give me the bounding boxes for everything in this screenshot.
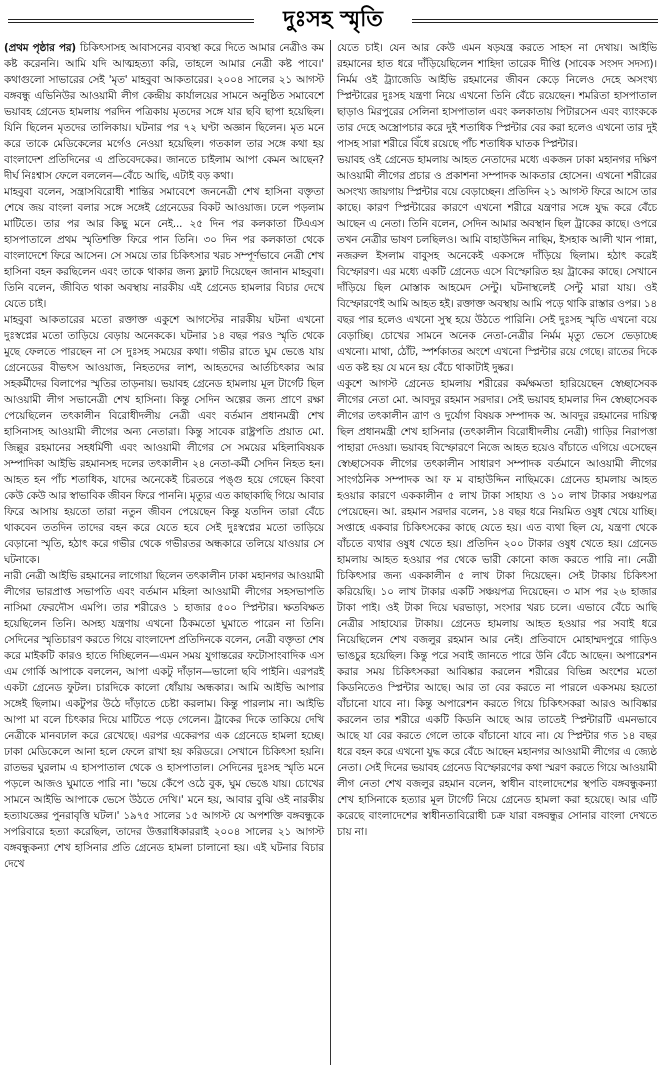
paragraph — [4, 40, 324, 184]
column-divider — [330, 40, 331, 1065]
paragraph: মাহবুবা বলেন, সন্ত্রাসবিরোধী শান্তির সমাবেশে জননেত্রী শেখ হাসিনা বক্তৃতা শেষে জয় বাংলা বলার সঙ্গে সঙ্গেই গ্রেনেডের বিকট আওয়াজ। ঢলে পড়লাম মাটিতে। তার পর আর কিছু মনে নেই... ২৫ দিন পর কলকাতা টিএএস হাসপাতালে প্রথম স্মৃতিশক্তি ফিরে পান তিনি। ৩০ দিন পর কলকাতা থেকে বাংলাদেশে ফিরে আসেন। সে সময়ে তার চিকিৎসার খরচ সম্পূর্ণভাবে নেত্রী শেখ হাসিনা বহন করছিলেন এবং তাকে থাকার জন্য ফ্ল্যাট দিয়েছেন জানান মাহবুবা। তিনি বলেন, জীবিত থাকা অবস্থায় নারকীয় এই গ্রেনেড হামলার বিচার দেখে যেতে চাই। — [4, 186, 324, 310]
header-rule-right — [412, 19, 658, 23]
continuation-tag: (প্রথম পৃষ্ঠার পর) — [4, 42, 77, 54]
paragraph: ভয়াবহ ওই গ্রেনেড হামলায় আহত নেতাদের মধ্যে একজন ঢাকা মহানগর দক্ষিণ আওয়ামী লীগের প্রচার ও প্রকাশনা সম্পাদক আকতার হোসেন। এখনো শরীরের অসংখ্য জায়গায় স্প্লিন্টার বয়ে বেড়াচ্ছেন। প্রতিদিন ২১ আগস্ট ফিরে আসে তার কাছে। কারণ স্প্লিন্টারের কারণে এখনো শরীরে যন্ত্রণার সঙ্গে যুদ্ধ করে বেঁচে আছেন এ নেতা। তিনি বলেন, সেদিন আমার অবস্থান ছিল ট্রাকের কাছে। ওপরে তখন নেত্রীর ভাষণ চলছিলও। আমি বাহাউদ্দিন নাছিম, ইসহাক আলী খান পান্না, নজরুল ইসলাম বাবুসহ অনেকেই একসঙ্গে দাঁড়িয়ে ছিলাম। হঠাৎ করেই বিস্ফোরণ। এর মধ্যে একটি গ্রেনেড এসে বিস্ফোরিত হয় ট্রাকের কাছে। সেখানে দাঁড়িয়ে ছিল মোস্তাক আহমেদ সেন্টু। ঘটনাস্থলেই সেন্টু মারা যায়। ওই বিস্ফোরণেই আমি আহত হই। রক্তাক্ত অবস্থায় আমি পড়ে থাকি রাস্তার ওপর। ১৪ বছর পার হলেও এখনো সুস্থ হয়ে উঠতে পারিনি। সেই দুঃসহ স্মৃতি এখনো বয়ে বেড়াচ্ছি। চোখের সামনে অনেক নেতা-নেত্রীর নির্মম মৃত্যু ভেসে ভেড়াচ্ছে এখনো। মাথা, ঠোঁট, স্পর্শকাতর অংশে এখনো স্প্লিন্টার রয়ে গেছে। রাতের দিকে এত কষ্ট হয় যে মনে হয় বেঁচে থাকাটাই দুষ্কর। — [337, 154, 657, 374]
article-header — [4, 0, 662, 40]
paragraph: একুশে আগস্ট গ্রেনেড হামলায় শরীরের কর্মক্ষমতা হারিয়েছেন স্বেচ্ছাসেবক লীগের নেতা মো. আবদুর রহমান সরদার। সেই ভয়াবহ হামলার দিন স্বেচ্ছাসেবক লীগের তৎকালীন ত্রাণ ও দুর্যোগ বিষয়ক সম্পাদক অ. আবদুর রহমানের দায়িত্ব ছিল প্রধানমন্ত্রী শেখ হাসিনার (তৎকালীন বিরোধীদলীয় নেত্রী) গাড়ির নিরাপত্তা পাহারা দেওয়া। ভয়াবহ বিস্ফোরণে নিজে আহত হয়েও বাঁচাতে এগিয়ে এসেছেন স্বেচ্ছাসেবক লীগের তৎকালীন সাধারণ সম্পাদক বর্তমানে আওয়ামী লীগের সাংগঠনিক সম্পাদক আ ফ ম বাহাউদ্দিন নাছিমকে। গ্রেনেড হামলায় আহত হওয়ার কারণে এককালীন ৫ লাখ টাকা সাহায্য ও ১০ লাখ টাকার সঞ্চয়পত্র পেয়েছেন। আ. রহমান সরদার বলেন, ১৪ বছর ধরে নিয়মিত ওষুধ খেয়ে যাচ্ছি। সপ্তাহে একবার চিকিৎসকের কাছে যেতে হয়। এত ব্যথা ছিল যে, যন্ত্রণা থেকে বাঁচতে ব্যথার ওষুধ খেতে হয়। প্রতিদিন ২০০ টাকার ওষুধ খেতে হয়। গ্রেনেড হামলায় আহত হওয়ার পর থেকে ভারী কোনো কাজ করতে পারি না। নেত্রী চিকিৎসার জন্য এককালীন ৫ লাখ টাকা দিয়েছেন। সেই টাকায় চিকিৎসা করিয়েছি। ১০ লাখ টাকার একটি সঞ্চয়পত্র দিয়েছেন। ৩ মাস পর ২৬ হাজার টাকা পাই। ওই টাকা দিয়ে ঘরভাড়া, সংসার খরচ চলে। এভাবে বেঁচে আছি নেত্রীর সাহায্যের টাকায়। গ্রেনেড হামলায় আহত হওয়ার পর সবাই ধরে নিয়েছিলেন শেখ বজলুর রহমান আর নেই। প্রতিবাদে মোহাম্মদপুরে গাড়িও ভাঙচুর হয়েছিল। কিন্তু পরে সবাই জানতে পারে উনি বেঁচে আছেন। অপারেশন করার সময় চিকিৎসকরা আবিষ্কার করলেন শরীরের বিভিন্ন অংশের মতো কিডনিতেও স্প্লিন্টার আছে। আর তা বের করতে না পারলে একসময় হয়তো বাঁচানো যাবে না। কিন্তু অপারেশন করতে গিয়ে চিকিৎসকরা আরও আবিষ্কার করলেন তার শরীরে একটি কিডনি আছে আর তাতেই স্প্লিন্টারটি এমনভাবে আছে যা বের করতে গেলে তাকে বাঁচানো যাবে না। যে স্প্লিন্টার গত ১৪ বছর ধরে বহন করে এখনো যুদ্ধ করে বেঁচে আছেন মহানগর আওয়ামী লীগের এ জ্যেষ্ঠ নেতা। সেই দিনের ভয়াবহ গ্রেনেড বিস্ফোরণের কথা স্মরণ করতে গিয়ে আওয়ামী লীগ নেতা শেখ বজলুর রহমান বলেন, স্বাধীন বাংলাদেশের স্থপতি বঙ্গবন্ধুকন্যা শেখ হাসিনাকে হত্যার মূল টার্গেট নিয়ে গ্রেনেড হামলা করা হয়েছে। আর এটি করেছে বাংলাদেশের স্বাধীনতাবিরোধী চক্র যারা বঙ্গবন্ধুর সোনার বাংলা দেখতে চায় না। — [337, 378, 657, 838]
paragraph: যেতে চাই। যেন আর কেউ এমন ষড়যন্ত্র করতে সাহস না দেখায়। আইভি রহমানের হাত ধরে দাঁড়িয়েছিলেন শাহিদা তারেক দীপ্তি (সাবেক সংসদ সদস্য)। নির্মম ওই ট্র্যাজেডি আইভি রহমানের জীবন কেড়ে নিলেও দেহে অসংখ্য স্প্লিন্টারের দুঃসহ যন্ত্রণা নিয়ে এখনো তিনি বেঁচে রয়েছেন। শমরিতা হাসপাতাল ছাড়াও মিরপুরের সেলিনা হাসপাতাল এবং কলকাতায় পিটারসেন এবং ব্যাংককে তার দেহে অস্ত্রোপচার করে দুই শতাধিক স্প্লিন্টার বের করা হলেও এখনো তার দুই পাসহ সারা শরীরে বিঁধে রয়েছে পাঁচ শতাধিক ঘাতক স্প্লিন্টার। — [337, 42, 657, 150]
header-rule-left — [8, 19, 254, 23]
paragraph-text: চিকিৎসাসহ আবাসনের ব্যবস্থা করে দিতে আমার নেত্রীও কম কষ্ট করেননি। আমি যদি আত্মহত্যা করি, তাহলে আমার নেত্রী কষ্ট পাবে।' কথাগুলো সাভারের সেই 'মৃত' মাহবুবা আকতারের। ২০০৪ সালের ২১ আগস্ট বঙ্গবন্ধু এভিনিউর আওয়ামী লীগ কেন্দ্রীয় কার্যালয়ের সামনে অনুষ্ঠিত সমাবেশে ভয়াবহ গ্রেনেড হামলায় পরদিন পত্রিকায় মৃতদের সঙ্গে যার ছবি ছাপা হয়েছিল। যিনি ছিলেন মৃতদের তালিকায়। ঘটনার পর ৭২ ঘণ্টা অজ্ঞান ছিলেন। মৃত মনে করে তাকে মেডিকেলের মর্গেও নেওয়া হয়েছিল। গতকাল তার সঙ্গে কথা হয় বাংলাদেশ প্রতিদিনের এ প্রতিবেদকের। জানতে চাইলাম আপা কেমন আছেন? দীর্ঘ নিঃশ্বাস ফেলে বললেন—বেঁচে আছি, এটাই বড় কথা। — [4, 42, 324, 182]
left-column — [4, 40, 329, 1065]
paragraph: মাহবুবা আকতারের মতো রক্তাক্ত একুশে আগস্টের নারকীয় ঘটনা এখনো দুঃস্বপ্নের মতো তাড়িয়ে বেড়ায় অনেককে। ঘটনার ১৪ বছর পরও স্মৃতি থেকে মুছে ফেলতে পারছেন না সে দুঃসহ সময়ের কথা। গভীর রাতে ঘুম ভেঙে যায় গ্রেনেডের বীভৎস আওয়াজ, নিহতদের লাশ, আহতদের আর্তচিৎকার আর সহকর্মীদের বিলাপের স্মৃতির তাড়নায়। ভয়াবহ গ্রেনেড হামলায় মূল টার্গেট ছিল আওয়ামী লীগ সভানেত্রী শেখ হাসিনা। কিন্তু সেদিন অল্পের জন্য প্রাণে রক্ষা পেয়েছিলেন তৎকালীন বিরোধীদলীয় নেত্রী এবং বর্তমান প্রধানমন্ত্রী শেখ হাসিনাসহ আওয়ামী লীগের অন্য নেতারা। কিন্তু সাবেক রাষ্ট্রপতি প্রয়াত মো. জিল্লুর রহমানের সহধর্মিণী এবং আওয়ামী লীগের সে সময়ের মহিলাবিষয়ক সম্পাদিকা আইভি রহমানসহ দলের তৎকালীন ২৪ নেতা-কর্মী সেদিন নিহত হন। আহত হন পাঁচ শতাধিক, যাদের অনেকেই চিরতরে পঙ্গু হয়ে গেছেন কিংবা কেউ কেউ আর স্বাভাবিক জীবন ফিরে পাননি। মৃত্যুর এত কাছাকাছি গিয়ে আবার ফিরে আসায় হয়তো তারা নতুন জীবন পেয়েছেন কিন্তু যতদিন তারা বেঁচে থাকবেন ততদিন তাদের বহন করে যেতে হবে সেই দুঃস্বপ্নের মতো তাড়িয়ে বেড়ানো স্মৃতি, হঠাৎ করে গভীর থেকে গভীরতর অন্ধকারে তলিয়ে যাওয়ার সে ঘটনাকে। — [4, 314, 324, 566]
article-columns — [4, 40, 662, 1065]
article-title: দুঃসহ স্মৃতি — [283, 6, 383, 32]
right-column — [332, 40, 657, 1065]
paragraph: নারী নেত্রী আইভি রহমানের লাগোয়া ছিলেন তৎকালীন ঢাকা মহানগর আওয়ামী লীগের ভারপ্রাপ্ত সভাপতি এবং বর্তমান মহিলা আওয়ামী লীগের সহসভাপতি নাসিমা ফেরদৌস এমপি। তার শরীরেও ১ হাজার ৫০০ স্প্লিন্টার। ক্ষতবিক্ষত হয়েছিলেন তিনি। অসহ্য যন্ত্রণায় এখনো ঠিকমতো ঘুমাতে পারেন না তিনি। সেদিনের স্মৃতিচারণ করতে গিয়ে বাংলাদেশ প্রতিদিনকে বলেন, নেত্রী বক্তৃতা শেষ করে মাইকটি কারও হাতে দিচ্ছিলেন—এমন সময় যুগান্তরের ফটোসাংবাদিক এস এম গোর্কি আপাকে বললেন, আপা একটু দাঁড়ান—ভালো ছবি পাইনি। এরপরই একটা গ্রেনেড ফুটল। চারদিকে কালো ধোঁয়ায় অন্ধকার। আমি আইভি আপার সঙ্গেই ছিলাম। একটুপর উঠে দাঁড়াতে চেষ্টা করলাম। কিন্তু পারলাম না। আইভি আপা মা বলে চিৎকার দিয়ে মাটিতে পড়ে গেলেন। ট্রাকের দিকে তাকিয়ে দেখি নেত্রীকে মানবঢাল করে রেখেছে। এরপর একেরপর এক গ্রেনেডে হামলা হচ্ছে। ঢাকা মেডিকেলে আনা হলে ফেলে রাখা হয় করিডরে। সেখানে চিকিৎসা হয়নি। রাতভর ঘুরলাম এ হাসপাতাল থেকে ও হাসপাতাল। সেদিনের দুঃসহ স্মৃতি মনে পড়লে আজও ঘুমাতে পারি না। 'ভয়ে কেঁপে ওঠে বুক, ঘুম ভেঙে যায়। চোখের সামনে আইভি আপাকে ভেসে উঠতে দেখি।' মনে হয়, আবার বুঝি ওই নারকীয় হত্যাযজ্ঞের পুনরাবৃত্তি ঘটল।' ১৯৭৫ সালের ১৫ আগস্ট যে অপশক্তি বঙ্গবন্ধুকে সপরিবারে হত্যা করেছিল, তাদের উত্তরাধিকাররাই ২০০৪ সালের ২১ আগস্ট বঙ্গবন্ধুকন্যা শেখ হাসিনার প্রতি গ্রেনেড হামলা চালানো হয়। এই ঘটনার বিচার দেখে — [4, 570, 324, 870]
